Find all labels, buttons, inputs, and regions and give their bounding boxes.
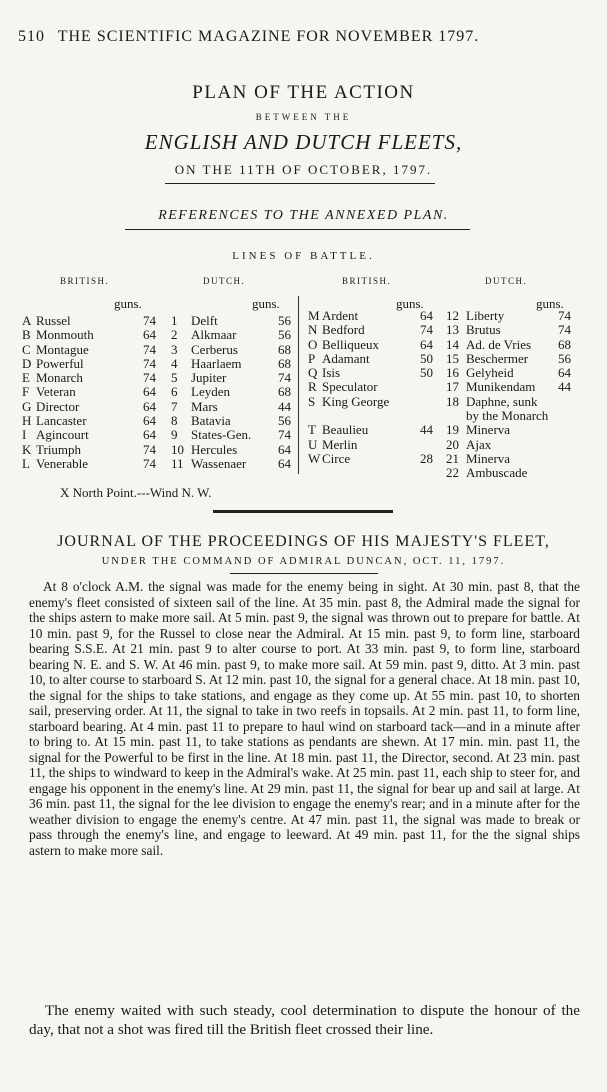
col-head-dutch-1: DUTCH. — [203, 276, 246, 286]
ship-name: Ardent — [322, 308, 359, 323]
ship-name: Adamant — [322, 350, 370, 366]
ship-row — [446, 309, 571, 323]
ship-key: 13 — [446, 322, 459, 338]
ship-row — [171, 328, 291, 342]
ship-name: Beaulieu — [322, 422, 369, 438]
ship-key: 11 — [171, 455, 184, 471]
journal-underline — [230, 573, 378, 574]
ship-guns: 56 — [278, 327, 291, 343]
ship-guns: 64 — [420, 308, 433, 323]
ship-row — [22, 314, 156, 328]
ship-name: Liberty — [466, 308, 505, 323]
ship-name: Leyden — [191, 384, 230, 400]
ship-key: P — [308, 350, 316, 366]
ship-key: C — [22, 341, 31, 357]
section-divider — [213, 510, 393, 513]
ship-name: Powerful — [36, 355, 84, 371]
ship-name: Lancaster — [36, 413, 87, 429]
ship-guns: 74 — [143, 455, 156, 471]
ship-guns: 64 — [143, 327, 156, 343]
ship-row — [446, 395, 571, 409]
col-head-british-1: BRITISH. — [60, 276, 110, 286]
ship-name: Batavia — [191, 413, 231, 429]
ship-key: D — [22, 355, 32, 371]
ship-row — [171, 457, 291, 471]
col-head-british-2: BRITISH. — [342, 276, 392, 286]
ship-name: States-Gen. — [191, 427, 252, 443]
ship-key: S — [308, 393, 316, 409]
ship-key: M — [308, 308, 320, 323]
ship-key: O — [308, 336, 318, 352]
ship-name: Ajax — [466, 436, 492, 452]
column-divider — [298, 296, 299, 474]
ship-name: Wassenaer — [191, 455, 247, 471]
ship-row — [22, 371, 156, 385]
running-header — [18, 28, 590, 46]
ship-name: Gelyheid — [466, 365, 514, 381]
ship-row — [22, 385, 156, 399]
ship-guns: 50 — [420, 365, 433, 381]
lines-of-battle-heading: LINES OF BATTLE. — [232, 250, 375, 262]
ship-guns: 74 — [278, 427, 291, 443]
ship-name: Bedford — [322, 322, 365, 338]
ship-key: 1 — [171, 313, 178, 328]
ship-guns: 64 — [420, 336, 433, 352]
ship-guns: 74 — [420, 322, 433, 338]
plan-title: PLAN OF THE ACTION — [192, 82, 415, 103]
journal-title: JOURNAL OF THE PROCEEDINGS OF HIS MAJESTY'S FLEET, — [57, 533, 550, 550]
ship-key: 3 — [171, 341, 178, 357]
ship-row — [308, 438, 433, 452]
ship-key: A — [22, 313, 32, 328]
ship-row — [22, 328, 156, 342]
ship-name: Monarch — [36, 370, 83, 386]
ship-row — [22, 428, 156, 442]
ship-key: F — [22, 384, 30, 400]
ship-name: Director — [36, 398, 80, 414]
ship-row — [171, 371, 291, 385]
ship-guns: 68 — [278, 341, 291, 357]
ship-key: 5 — [171, 370, 178, 386]
ship-key: 4 — [171, 355, 178, 371]
ship-name: Delft — [191, 313, 218, 328]
ship-guns: 64 — [558, 365, 571, 381]
journal-paragraph-1: At 8 o'clock A.M. the signal was made for the enemy being in sight. At 30 min. past 8, that the enemy's fleet consisted of sixteen sail of the line. At 35 min. past 8, the Admiral made the signal for the ships astern to make more sail. At 5 min. past 9, the signal was thrown out to prepare for battle. At 10 min. past 9, for the Russel to close near the Admiral. At 15 min. past 9, to form line, starboard bearing S.S.E. At 21 min. past 9 to alter course to port. At 33 min. past 9, to form line, starboard bearing N. E. and S. W. At 46 min. past 9, to make more sail. At 59 min. past 9, ditto. At 3 min. past 10, to alter course to starboard S. At 12 min. past 10, the signal for a general chace. At 18 min. past 10, the signal for the ships to take stations, and engage as they come up. At 55 min. past 10, to shorten sail, preserving order. At 11, the signal to take in two reefs in topsails. At 2 min. past 11, to form line, starboard bearing. At 4 min. past 11 to prepare to haul wind on starboard tack—and in a minute after to bring to. At 15 min. past 11, to take stations as pendants are shewn. At 17 min. min. past 11, the signal for the Powerful to be first in the line. At 18 min. past 11, the Director, second. At 23 min. past 11, the ships to windward to keep in the Admiral's wake. At 25 min. past 11, each ship to steer for, and engage his opponent in the enemy's line. At 29 min. past 11, the signal for bear up and sail at large. At 36 min. past 11, the signal for the lee division to engage the enemy's rear; and in a minute after for the weather division to engage the enemy's centre. At 47 min. past 11, the signal was made to break or pass through the enemy's line, and engage to leeward. At 49 min. past 11, for the the signal ships astern to make more sail. — [29, 579, 580, 858]
ship-guns: 28 — [420, 450, 433, 466]
ship-name: Venerable — [36, 455, 88, 471]
british-line-1 — [22, 314, 156, 471]
ship-name: Speculator — [322, 379, 378, 395]
ship-key: T — [308, 422, 316, 438]
dutch-line-2 — [446, 309, 571, 481]
ship-name: Ad. de Vries — [466, 336, 532, 352]
ship-name: Brutus — [466, 322, 501, 338]
col-head-dutch-2: DUTCH. — [485, 276, 528, 286]
ship-name: King George — [322, 393, 390, 409]
ship-name: Minerva — [466, 450, 511, 466]
ship-guns: 74 — [143, 441, 156, 457]
ship-name: Monmouth — [36, 327, 94, 343]
ship-guns: 74 — [558, 322, 571, 338]
journal-subtitle: UNDER THE COMMAND OF ADMIRAL DUNCAN, OCT. 11, 1797. — [101, 556, 506, 567]
ship-name: Mars — [191, 398, 218, 414]
ship-key: R — [308, 379, 317, 395]
ship-row — [22, 457, 156, 471]
ship-row — [446, 409, 571, 423]
ship-row — [308, 452, 433, 466]
ship-name: Veteran — [36, 384, 76, 400]
ship-guns: 64 — [278, 441, 291, 457]
ship-name: Isis — [322, 365, 341, 381]
ship-key: 14 — [446, 336, 459, 352]
ship-key: 17 — [446, 379, 459, 395]
ship-guns: 74 — [143, 341, 156, 357]
ship-guns: 44 — [278, 398, 291, 414]
ship-row — [171, 343, 291, 357]
ship-row — [308, 323, 433, 337]
ship-guns: 56 — [278, 413, 291, 429]
guns-head-2: guns. — [252, 296, 280, 311]
plan-between: BETWEEN THE — [255, 112, 352, 122]
ship-name: Cerberus — [191, 341, 238, 357]
ship-name: Montague — [36, 341, 89, 357]
ship-key: 10 — [171, 441, 184, 457]
ship-key: U — [308, 436, 318, 452]
ship-guns: 50 — [420, 350, 433, 366]
date-underline — [165, 183, 435, 184]
ship-name: Merlin — [322, 436, 358, 452]
ship-guns: 64 — [143, 398, 156, 414]
references-heading: REFERENCES TO THE ANNEXED PLAN. — [158, 208, 449, 223]
ship-row — [446, 423, 571, 437]
ship-guns: 68 — [278, 384, 291, 400]
ship-row — [22, 343, 156, 357]
ship-key: L — [22, 455, 30, 471]
ship-row — [171, 414, 291, 428]
ship-name: Beschermer — [466, 350, 529, 366]
ship-row — [446, 352, 571, 366]
page-number: 510 — [18, 28, 45, 45]
references-underline — [125, 229, 470, 230]
ship-row — [171, 385, 291, 399]
ship-guns: 64 — [143, 427, 156, 443]
ship-row — [22, 443, 156, 457]
ship-guns: 64 — [278, 455, 291, 471]
ship-row — [22, 400, 156, 414]
ship-key: 2 — [171, 327, 178, 343]
guns-head-4: guns. — [536, 296, 564, 311]
ship-key: 19 — [446, 422, 459, 438]
ship-key: G — [22, 398, 32, 414]
ship-guns: 74 — [143, 355, 156, 371]
ship-row — [308, 395, 433, 409]
ship-row — [446, 380, 571, 394]
ship-guns: 64 — [143, 413, 156, 429]
north-point-note: X North Point.---Wind N. W. — [60, 485, 212, 500]
ship-key: 18 — [446, 393, 459, 409]
plan-date: ON THE 11TH OF OCTOBER, 1797. — [174, 162, 433, 177]
ship-key: 9 — [171, 427, 178, 443]
ship-guns: 68 — [558, 336, 571, 352]
ship-row — [22, 357, 156, 371]
british-line-2 — [308, 309, 433, 466]
ship-guns: 74 — [278, 370, 291, 386]
ship-guns: 68 — [278, 355, 291, 371]
ship-row — [171, 357, 291, 371]
ship-key: 20 — [446, 436, 459, 452]
ship-key: 22 — [446, 465, 459, 481]
ship-name: Alkmaar — [191, 327, 237, 343]
ship-key: 7 — [171, 398, 178, 414]
ship-name: Haarlaem — [191, 355, 242, 371]
ship-key: 16 — [446, 365, 459, 381]
guns-head-3: guns. — [396, 296, 424, 311]
ship-name: Hercules — [191, 441, 238, 457]
ship-key: W — [308, 450, 321, 466]
ship-row — [446, 466, 571, 480]
ship-name: Jupiter — [191, 370, 227, 386]
ship-row — [171, 428, 291, 442]
ship-key: H — [22, 413, 32, 429]
ship-row — [308, 309, 433, 323]
ship-row — [446, 452, 571, 466]
running-title: THE SCIENTIFIC MAGAZINE FOR NOVEMBER 1797. — [57, 28, 480, 45]
journal-paragraph-2: The enemy waited with such steady, cool determination to dispute the honour of the day, that not a shot was fired till the British fleet crossed their line. — [29, 1002, 580, 1038]
ship-row — [446, 366, 571, 380]
ship-row — [22, 414, 156, 428]
ship-row — [308, 423, 433, 437]
ship-guns: 56 — [278, 313, 291, 328]
ship-key: 8 — [171, 413, 178, 429]
ship-row — [308, 366, 433, 380]
ship-key: 6 — [171, 384, 178, 400]
guns-head-1: guns. — [114, 296, 142, 311]
plan-fleets-title: ENGLISH AND DUTCH FLEETS, — [144, 130, 463, 154]
ship-key: 21 — [446, 450, 459, 466]
dutch-line-1 — [171, 314, 291, 471]
ship-key: N — [308, 322, 318, 338]
ship-key: Q — [308, 365, 318, 381]
ship-guns: 64 — [143, 384, 156, 400]
ship-row — [308, 352, 433, 366]
ship-name: Agincourt — [36, 427, 89, 443]
ship-name: by the Monarch — [466, 408, 549, 424]
ship-name: Belliqueux — [322, 336, 380, 352]
ship-name: Minerva — [466, 422, 511, 438]
ship-guns: 44 — [558, 379, 571, 395]
ship-row — [308, 380, 433, 394]
ship-name: Circe — [322, 450, 351, 466]
ship-row — [171, 443, 291, 457]
ship-guns: 74 — [558, 308, 571, 323]
ship-name: Daphne, sunk — [466, 393, 538, 409]
ship-row — [446, 438, 571, 452]
ship-guns: 56 — [558, 350, 571, 366]
ship-row — [308, 409, 433, 423]
ship-key: E — [22, 370, 30, 386]
ship-key: B — [22, 327, 31, 343]
ship-name: Triumph — [36, 441, 82, 457]
ship-key: 15 — [446, 350, 459, 366]
ship-key: I — [22, 427, 27, 443]
ship-guns: 74 — [143, 313, 156, 328]
ship-row — [308, 338, 433, 352]
ship-row — [171, 314, 291, 328]
ship-guns: 74 — [143, 370, 156, 386]
ship-row — [171, 400, 291, 414]
ship-guns: 44 — [420, 422, 433, 438]
ship-name: Munikendam — [466, 379, 536, 395]
ship-row — [446, 323, 571, 337]
ship-row — [446, 338, 571, 352]
ship-name: Russel — [36, 313, 71, 328]
ship-key: K — [22, 441, 32, 457]
ship-key: 12 — [446, 308, 459, 323]
ship-name: Ambuscade — [466, 465, 528, 481]
